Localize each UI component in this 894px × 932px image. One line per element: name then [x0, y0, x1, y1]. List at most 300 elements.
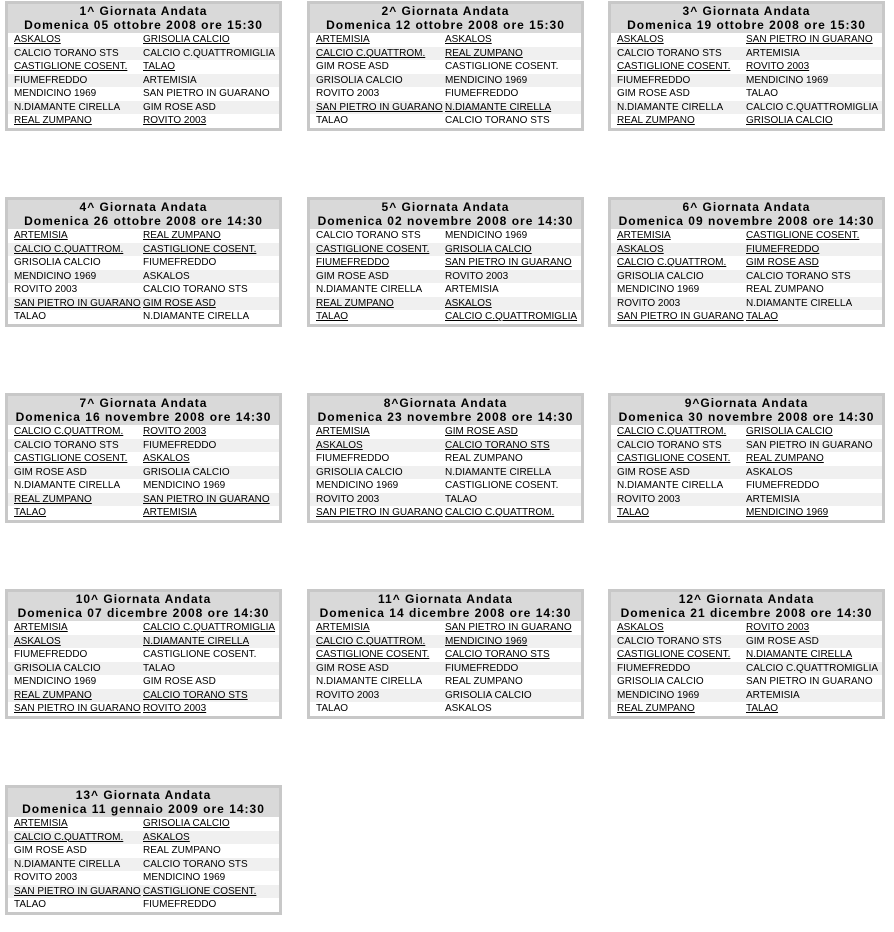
round-header — [611, 592, 882, 621]
home-team: N.DIAMANTE CIRELLA — [617, 101, 724, 113]
round-header — [8, 592, 279, 621]
round-date: Domenica 05 ottobre 2008 ore 15:30 — [24, 18, 263, 32]
home-team: CALCIO C.QUATTROM. — [14, 831, 124, 843]
round-date: Domenica 16 novembre 2008 ore 14:30 — [15, 410, 272, 424]
match-row — [310, 87, 581, 101]
away-team: CALCIO TORANO STS — [143, 284, 248, 295]
home-team: GIM ROSE ASD — [617, 466, 690, 478]
home-team: ROVITO 2003 — [316, 493, 380, 505]
match-row — [8, 831, 279, 845]
round-header — [8, 396, 279, 425]
match-row — [310, 229, 581, 243]
round-header — [8, 200, 279, 229]
match-row — [611, 101, 882, 115]
match-row — [8, 101, 279, 115]
round-header — [8, 788, 279, 817]
match-row — [611, 283, 882, 297]
home-team: CASTIGLIONE COSENT. — [617, 61, 731, 72]
round-title: 2^ Giornata Andata — [381, 4, 510, 18]
home-team: ROVITO 2003 — [617, 493, 681, 505]
match-row — [611, 466, 882, 480]
match-row — [8, 243, 279, 257]
away-team: ASKALOS — [445, 703, 492, 714]
home-team: ARTEMISIA — [316, 622, 370, 633]
match-row — [310, 689, 581, 703]
match-row — [8, 60, 279, 74]
home-team: CASTIGLIONE COSENT. — [617, 649, 731, 660]
home-team: MENDICINO 1969 — [316, 480, 399, 491]
away-team: TALAO — [143, 662, 176, 674]
match-row — [611, 635, 882, 649]
home-team: REAL ZUMPANO — [14, 689, 92, 701]
match-row — [8, 270, 279, 284]
home-team: GRISOLIA CALCIO — [14, 662, 101, 674]
match-row — [8, 493, 279, 507]
home-team: CALCIO TORANO STS — [14, 439, 119, 451]
match-row — [611, 60, 882, 74]
away-team: N.DIAMANTE CIRELLA — [746, 649, 853, 660]
away-team: TALAO — [445, 493, 478, 505]
away-team: REAL ZUMPANO — [746, 284, 824, 295]
away-team: SAN PIETRO IN GUARANO — [143, 88, 270, 99]
round-card — [5, 785, 282, 915]
match-row — [8, 689, 279, 703]
home-team: N.DIAMANTE CIRELLA — [14, 858, 121, 870]
match-row — [611, 621, 882, 635]
away-team: GRISOLIA CALCIO — [746, 115, 833, 126]
match-row — [611, 506, 882, 520]
home-team: ASKALOS — [617, 243, 664, 255]
away-team: GRISOLIA CALCIO — [143, 34, 230, 45]
away-team: ASKALOS — [746, 466, 793, 478]
round-card — [608, 589, 885, 719]
match-row — [310, 60, 581, 74]
match-row — [611, 310, 882, 324]
match-row — [8, 871, 279, 885]
away-team: CALCIO C.QUATTROMIGLIA — [746, 101, 879, 113]
away-team: FIUMEFREDDO — [445, 662, 519, 674]
round-title: 1^ Giornata Andata — [79, 4, 208, 18]
home-team: REAL ZUMPANO — [316, 297, 394, 309]
home-team: GIM ROSE ASD — [316, 270, 389, 282]
away-team: ROVITO 2003 — [445, 270, 509, 282]
match-row — [310, 479, 581, 493]
away-team: N.DIAMANTE CIRELLA — [445, 466, 552, 478]
round-header — [8, 4, 279, 33]
match-row — [310, 635, 581, 649]
away-team: REAL ZUMPANO — [143, 230, 221, 241]
away-team: ASKALOS — [143, 270, 190, 282]
away-team: REAL ZUMPANO — [143, 845, 221, 856]
home-team: N.DIAMANTE CIRELLA — [316, 676, 423, 687]
match-row — [611, 270, 882, 284]
away-team: CASTIGLIONE COSENT. — [746, 230, 860, 241]
away-team: GIM ROSE ASD — [143, 101, 216, 113]
home-team: CALCIO C.QUATTROM. — [14, 243, 124, 255]
round-title: 8^Giornata Andata — [383, 396, 508, 410]
match-row — [310, 47, 581, 61]
away-team: N.DIAMANTE CIRELLA — [143, 635, 250, 647]
home-team: GRISOLIA CALCIO — [14, 257, 101, 268]
home-team: CASTIGLIONE COSENT. — [14, 453, 128, 464]
home-team: SAN PIETRO IN GUARANO — [617, 311, 744, 322]
home-team: MENDICINO 1969 — [617, 284, 700, 295]
round-card — [608, 1, 885, 131]
match-row — [8, 452, 279, 466]
home-team: CALCIO TORANO STS — [617, 47, 722, 59]
away-team: SAN PIETRO IN GUARANO — [445, 622, 572, 633]
home-team: GRISOLIA CALCIO — [316, 74, 403, 86]
round-card — [608, 393, 885, 523]
home-team: FIUMEFREDDO — [14, 649, 88, 660]
home-team: ASKALOS — [316, 439, 363, 451]
match-row — [8, 858, 279, 872]
home-team: ARTEMISIA — [316, 426, 370, 437]
round-card — [608, 197, 885, 327]
match-row — [8, 621, 279, 635]
match-row — [310, 425, 581, 439]
match-row — [8, 425, 279, 439]
away-team: MENDICINO 1969 — [445, 635, 528, 647]
home-team: GIM ROSE ASD — [617, 88, 690, 99]
away-team: CALCIO TORANO STS — [143, 689, 248, 701]
home-team: ARTEMISIA — [14, 622, 68, 633]
home-team: SAN PIETRO IN GUARANO — [14, 703, 141, 714]
away-team: FIUMEFREDDO — [445, 88, 519, 99]
match-row — [8, 844, 279, 858]
home-team: TALAO — [316, 115, 349, 126]
away-team: MENDICINO 1969 — [143, 872, 226, 883]
home-team: GIM ROSE ASD — [316, 662, 389, 674]
match-row — [8, 310, 279, 324]
away-team: N.DIAMANTE CIRELLA — [143, 311, 250, 322]
home-team: GRISOLIA CALCIO — [617, 676, 704, 687]
round-date: Domenica 07 dicembre 2008 ore 14:30 — [17, 606, 270, 620]
match-row — [8, 898, 279, 912]
away-team: ROVITO 2003 — [143, 426, 207, 437]
match-row — [310, 466, 581, 480]
round-date: Domenica 02 novembre 2008 ore 14:30 — [317, 214, 574, 228]
away-team: GRISOLIA CALCIO — [445, 689, 532, 701]
away-team: SAN PIETRO IN GUARANO — [746, 34, 873, 45]
round-header — [310, 4, 581, 33]
round-card — [5, 1, 282, 131]
match-row — [8, 283, 279, 297]
match-row — [310, 101, 581, 115]
round-header — [310, 592, 581, 621]
match-row — [8, 885, 279, 899]
away-team: SAN PIETRO IN GUARANO — [746, 439, 873, 451]
away-team: ASKALOS — [445, 34, 492, 45]
match-row — [310, 33, 581, 47]
home-team: GIM ROSE ASD — [316, 61, 389, 72]
home-team: N.DIAMANTE CIRELLA — [14, 480, 121, 491]
away-team: REAL ZUMPANO — [746, 453, 824, 464]
match-row — [310, 74, 581, 88]
away-team: MENDICINO 1969 — [445, 230, 528, 241]
match-row — [611, 256, 882, 270]
round-date: Domenica 26 ottobre 2008 ore 14:30 — [24, 214, 263, 228]
away-team: MENDICINO 1969 — [445, 74, 528, 86]
home-team: ARTEMISIA — [316, 34, 370, 45]
away-team: GIM ROSE ASD — [445, 426, 518, 437]
round-card — [307, 1, 584, 131]
home-team: REAL ZUMPANO — [617, 703, 695, 714]
home-team: MENDICINO 1969 — [14, 88, 97, 99]
away-team: ROVITO 2003 — [143, 703, 207, 714]
home-team: TALAO — [316, 311, 349, 322]
away-team: SAN PIETRO IN GUARANO — [143, 493, 270, 505]
home-team: ROVITO 2003 — [316, 689, 380, 701]
home-team: CALCIO C.QUATTROM. — [617, 426, 727, 437]
away-team: REAL ZUMPANO — [445, 47, 523, 59]
match-row — [8, 702, 279, 716]
away-team: ARTEMISIA — [746, 47, 800, 59]
home-team: CALCIO TORANO STS — [617, 439, 722, 451]
away-team: GRISOLIA CALCIO — [445, 243, 532, 255]
home-team: ROVITO 2003 — [14, 284, 78, 295]
home-team: GRISOLIA CALCIO — [617, 270, 704, 282]
match-row — [611, 648, 882, 662]
match-row — [8, 662, 279, 676]
home-team: REAL ZUMPANO — [14, 493, 92, 505]
home-team: ASKALOS — [617, 34, 664, 45]
away-team: GRISOLIA CALCIO — [143, 818, 230, 829]
match-row — [611, 87, 882, 101]
away-team: MENDICINO 1969 — [746, 507, 829, 518]
away-team: CASTIGLIONE COSENT. — [445, 61, 559, 72]
round-title: 12^ Giornata Andata — [678, 592, 815, 606]
round-card — [5, 589, 282, 719]
match-row — [310, 270, 581, 284]
round-card — [307, 393, 584, 523]
home-team: FIUMEFREDDO — [316, 453, 390, 464]
match-row — [8, 229, 279, 243]
home-team: CASTIGLIONE COSENT. — [316, 243, 430, 255]
home-team: SAN PIETRO IN GUARANO — [316, 101, 443, 113]
away-team: FIUMEFREDDO — [143, 439, 217, 451]
home-team: N.DIAMANTE CIRELLA — [14, 101, 121, 113]
match-row — [8, 817, 279, 831]
match-row — [611, 229, 882, 243]
home-team: ROVITO 2003 — [617, 297, 681, 309]
home-team: N.DIAMANTE CIRELLA — [617, 480, 724, 491]
round-title: 9^Giornata Andata — [684, 396, 809, 410]
away-team: ROVITO 2003 — [143, 115, 207, 126]
away-team: ARTEMISIA — [746, 689, 800, 701]
match-row — [310, 297, 581, 311]
match-row — [310, 439, 581, 453]
home-team: CASTIGLIONE COSENT. — [14, 61, 128, 72]
match-row — [611, 493, 882, 507]
match-row — [310, 256, 581, 270]
round-card — [5, 393, 282, 523]
home-team: CASTIGLIONE COSENT. — [617, 453, 731, 464]
away-team: CALCIO TORANO STS — [445, 115, 550, 126]
match-row — [8, 87, 279, 101]
home-team: SAN PIETRO IN GUARANO — [316, 507, 443, 518]
match-row — [611, 439, 882, 453]
match-row — [611, 33, 882, 47]
away-team: CALCIO C.QUATTROMIGLIA — [143, 622, 276, 633]
away-team: CALCIO C.QUATTROMIGLIA — [746, 662, 879, 674]
away-team: ROVITO 2003 — [746, 622, 810, 633]
match-row — [8, 297, 279, 311]
match-row — [310, 310, 581, 324]
round-header — [310, 396, 581, 425]
home-team: CASTIGLIONE COSENT. — [316, 649, 430, 660]
round-title: 7^ Giornata Andata — [79, 396, 208, 410]
round-header — [310, 200, 581, 229]
away-team: TALAO — [746, 311, 779, 322]
match-row — [8, 256, 279, 270]
match-row — [611, 675, 882, 689]
round-card — [307, 197, 584, 327]
away-team: ARTEMISIA — [143, 74, 197, 86]
home-team: TALAO — [14, 311, 47, 322]
away-team: ASKALOS — [143, 831, 190, 843]
round-card — [5, 197, 282, 327]
home-team: ROVITO 2003 — [14, 872, 78, 883]
match-row — [310, 114, 581, 128]
home-team: FIUMEFREDDO — [617, 662, 691, 674]
round-title: 13^ Giornata Andata — [75, 788, 212, 802]
away-team: ARTEMISIA — [143, 507, 197, 518]
match-row — [611, 479, 882, 493]
match-row — [8, 675, 279, 689]
match-row — [310, 452, 581, 466]
home-team: ARTEMISIA — [617, 230, 671, 241]
away-team: ARTEMISIA — [746, 493, 800, 505]
match-row — [310, 648, 581, 662]
away-team: CASTIGLIONE COSENT. — [143, 243, 257, 255]
away-team: TALAO — [746, 703, 779, 714]
match-row — [8, 33, 279, 47]
match-row — [611, 689, 882, 703]
match-row — [310, 506, 581, 520]
away-team: CALCIO C.QUATTROM. — [445, 507, 555, 518]
match-row — [611, 452, 882, 466]
home-team: CALCIO C.QUATTROM. — [316, 47, 426, 59]
match-row — [8, 114, 279, 128]
home-team: CALCIO TORANO STS — [14, 47, 119, 59]
match-row — [310, 675, 581, 689]
match-row — [611, 662, 882, 676]
round-date: Domenica 21 dicembre 2008 ore 14:30 — [620, 606, 873, 620]
match-row — [310, 702, 581, 716]
round-date: Domenica 12 ottobre 2008 ore 15:30 — [326, 18, 565, 32]
away-team: ASKALOS — [143, 453, 190, 464]
round-date: Domenica 23 novembre 2008 ore 14:30 — [317, 410, 574, 424]
home-team: CALCIO C.QUATTROM. — [14, 426, 124, 437]
round-date: Domenica 30 novembre 2008 ore 14:30 — [618, 410, 875, 424]
away-team: ASKALOS — [445, 297, 492, 309]
away-team: SAN PIETRO IN GUARANO — [445, 257, 572, 268]
home-team: REAL ZUMPANO — [617, 115, 695, 126]
home-team: FIUMEFREDDO — [316, 257, 390, 268]
round-card — [307, 589, 584, 719]
home-team: GRISOLIA CALCIO — [316, 466, 403, 478]
home-team: ASKALOS — [617, 622, 664, 633]
away-team: TALAO — [746, 88, 779, 99]
away-team: GRISOLIA CALCIO — [143, 466, 230, 478]
match-row — [310, 493, 581, 507]
match-row — [611, 425, 882, 439]
away-team: FIUMEFREDDO — [746, 243, 820, 255]
home-team: N.DIAMANTE CIRELLA — [316, 284, 423, 295]
round-date: Domenica 14 dicembre 2008 ore 14:30 — [319, 606, 572, 620]
round-title: 5^ Giornata Andata — [381, 200, 510, 214]
round-header — [611, 4, 882, 33]
match-row — [611, 243, 882, 257]
home-team: MENDICINO 1969 — [14, 270, 97, 282]
away-team: CASTIGLIONE COSENT. — [143, 649, 257, 660]
away-team: FIUMEFREDDO — [143, 257, 217, 268]
round-title: 6^ Giornata Andata — [682, 200, 811, 214]
match-row — [611, 114, 882, 128]
away-team: CALCIO TORANO STS — [746, 270, 851, 282]
away-team: CALCIO TORANO STS — [445, 439, 550, 451]
match-row — [8, 439, 279, 453]
round-date: Domenica 19 ottobre 2008 ore 15:30 — [627, 18, 866, 32]
away-team: FIUMEFREDDO — [143, 899, 217, 910]
home-team: MENDICINO 1969 — [617, 689, 700, 701]
round-title: 3^ Giornata Andata — [682, 4, 811, 18]
home-team: SAN PIETRO IN GUARANO — [14, 297, 141, 309]
round-title: 10^ Giornata Andata — [75, 592, 212, 606]
away-team: GRISOLIA CALCIO — [746, 426, 833, 437]
away-team: CALCIO C.QUATTROMIGLIA — [445, 311, 578, 322]
away-team: CALCIO TORANO STS — [445, 649, 550, 660]
match-row — [611, 297, 882, 311]
match-row — [310, 283, 581, 297]
home-team: CALCIO C.QUATTROM. — [316, 635, 426, 647]
home-team: GIM ROSE ASD — [14, 466, 87, 478]
away-team: CASTIGLIONE COSENT. — [445, 480, 559, 491]
away-team: GIM ROSE ASD — [143, 676, 216, 687]
away-team: REAL ZUMPANO — [445, 453, 523, 464]
away-team: ROVITO 2003 — [746, 61, 810, 72]
away-team: GIM ROSE ASD — [746, 635, 819, 647]
away-team: CALCIO C.QUATTROMIGLIA — [143, 47, 276, 59]
home-team: ASKALOS — [14, 34, 61, 45]
away-team: SAN PIETRO IN GUARANO — [746, 676, 873, 687]
home-team: CALCIO TORANO STS — [617, 635, 722, 647]
match-row — [8, 47, 279, 61]
round-header — [611, 200, 882, 229]
match-row — [611, 47, 882, 61]
home-team: TALAO — [316, 703, 349, 714]
away-team: REAL ZUMPANO — [445, 676, 523, 687]
home-team: FIUMEFREDDO — [617, 74, 691, 86]
match-row — [8, 506, 279, 520]
home-team: SAN PIETRO IN GUARANO — [14, 885, 141, 897]
home-team: ARTEMISIA — [14, 818, 68, 829]
round-header — [611, 396, 882, 425]
match-row — [310, 662, 581, 676]
match-row — [8, 466, 279, 480]
away-team: ARTEMISIA — [445, 284, 499, 295]
match-row — [8, 635, 279, 649]
match-row — [611, 74, 882, 88]
home-team: CALCIO C.QUATTROM. — [617, 257, 727, 268]
away-team: CASTIGLIONE COSENT. — [143, 885, 257, 897]
home-team: ROVITO 2003 — [316, 88, 380, 99]
home-team: ARTEMISIA — [14, 230, 68, 241]
match-row — [8, 479, 279, 493]
home-team: ASKALOS — [14, 635, 61, 647]
round-title: 11^ Giornata Andata — [378, 592, 513, 606]
